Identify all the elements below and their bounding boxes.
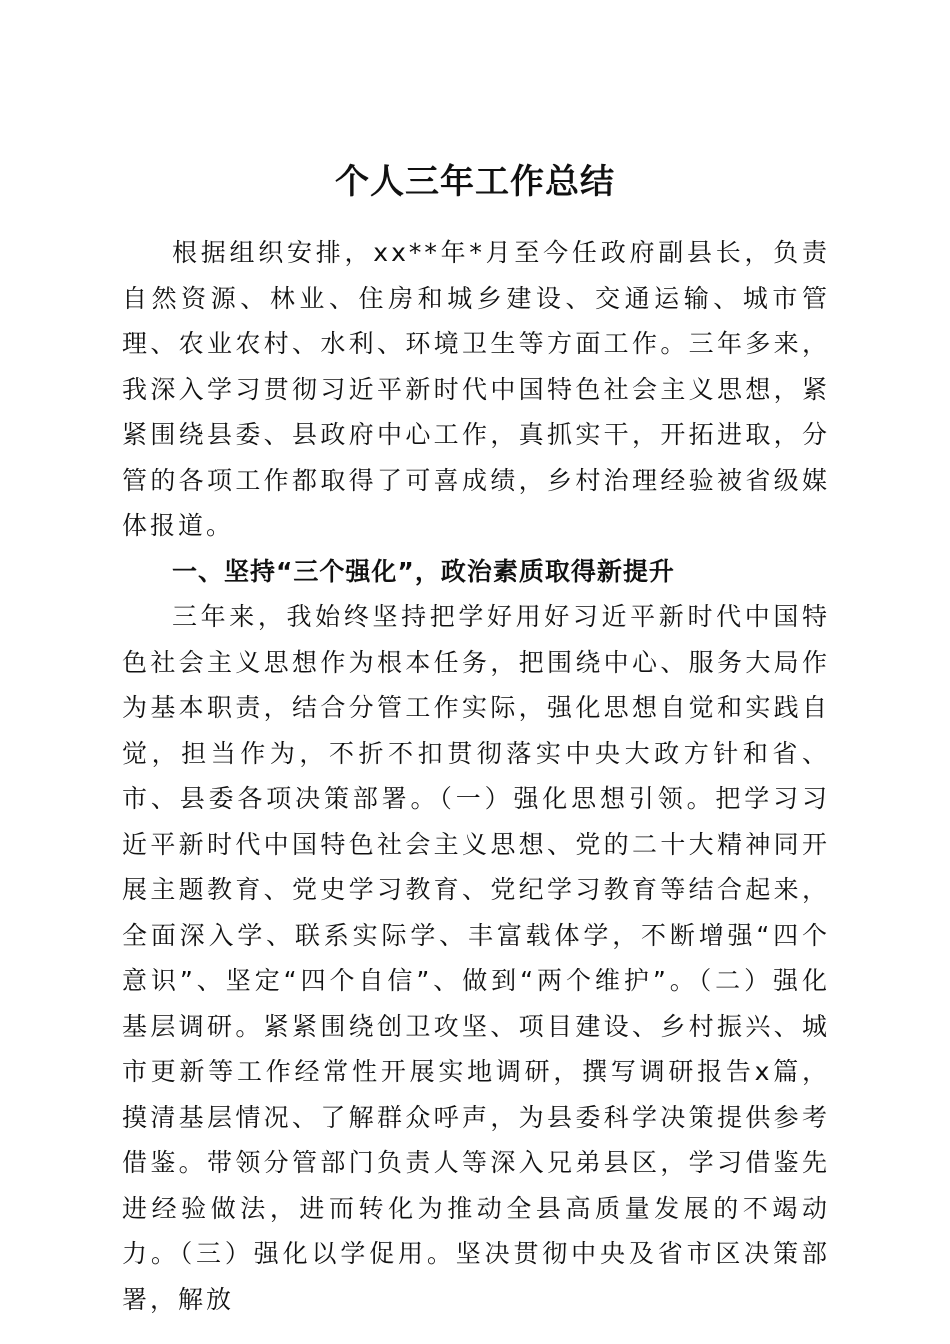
intro-paragraph: 根据组织安排，xx**年*月至今任政府副县长，负责自然资源、林业、住房和城乡建设、交通运输、城市管理、农业农村、水利、环境卫生等方面工作。三年多来，我深入学习贯彻习近平新时代中国特色社会主义思想，紧紧围绕县委、县政府中心工作，真抓实干，开拓进取，分管的各项工作都取得了可喜成绩，乡村治理经验被省级媒体报道。 [122, 238, 830, 540]
section-1-heading: 一、坚持“三个强化”，政治素质取得新提升 [172, 556, 675, 586]
document-title: 个人三年工作总结 [335, 161, 615, 202]
section-1-paragraph: 三年来，我始终坚持把学好用好习近平新时代中国特色社会主义思想作为根本任务，把围绕中心、服务大局作为基本职责，结合分管工作实际，强化思想自觉和实践自觉，担当作为，不折不扣贯彻落实中央大政方针和省、市、县委各项决策部署。（一）强化思想引领。把学习习近平新时代中国特色社会主义思想、党的二十大精神同开展主题教育、党史学习教育、党纪学习教育等结合起来，全面深入学、联系实际学、丰富载体学，不断增强“四个意识”、坚定“四个自信”、做到“两个维护”。（二）强化基层调研。紧紧围绕创卫攻坚、项目建设、乡村振兴、城市更新等工作经常性开展实地调研，撰写调研报告x篇，摸清基层情况、了解群众呼声，为县委科学决策提供参考借鉴。带领分管部门负责人等深入兄弟县区，学习借鉴先进经验做法，进而转化为推动全县高质量发展的不竭动力。（三）强化以学促用。坚决贯彻中央及省市区决策部署，解放 [122, 602, 830, 1314]
document-body [122, 230, 830, 1322]
